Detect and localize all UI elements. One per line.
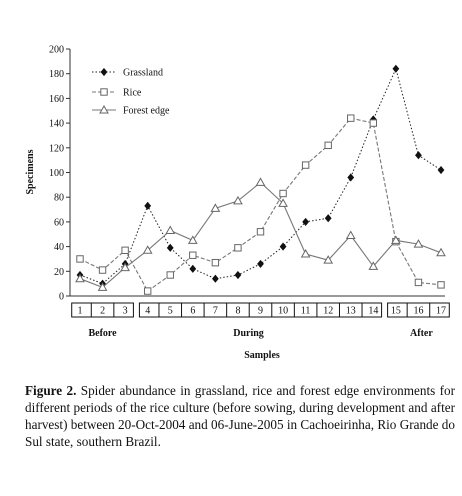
rice-point (438, 282, 444, 288)
rice-point (122, 247, 128, 253)
grassland-point (280, 243, 286, 250)
rice-point (302, 162, 308, 168)
forest-edge-point (189, 236, 197, 243)
sample-label: 6 (190, 305, 196, 317)
y-tick-label: 80 (54, 192, 64, 204)
legend (92, 68, 170, 117)
sample-label: 15 (390, 305, 401, 317)
legend-label-forest-edge: Forest edge (123, 105, 170, 117)
sample-label: 12 (323, 305, 334, 317)
grassland-point (145, 202, 151, 209)
rice-point (212, 259, 218, 265)
rice-point (257, 229, 263, 235)
sample-label: 11 (300, 305, 311, 317)
x-axis-title: Samples (244, 350, 280, 361)
forest-edge-point (121, 264, 129, 271)
period-label-during: During (233, 328, 264, 339)
forest-edge-point (76, 275, 84, 282)
y-tick-label: 180 (49, 69, 64, 81)
sample-label: 14 (368, 305, 379, 317)
rice-point (144, 288, 150, 294)
legend-label-grassland: Grassland (123, 67, 163, 79)
grassland-point (212, 275, 218, 282)
sample-label: 10 (278, 305, 289, 317)
rice-point (415, 279, 421, 285)
caption-text: Spider abundance in grassland, rice and forest edge environments for different periods of the rice culture (before sowing, during development and after harvest) between 20-Oct-2004 and 06-June-2005 in Cachoeirinha, Rio Grande do Sul state, southern Brazil. (25, 383, 455, 449)
y-tick-label: 0 (59, 291, 64, 303)
series-layer (76, 65, 445, 294)
grassland-point (325, 215, 331, 222)
caption-label: Figure 2. (25, 383, 77, 398)
grassland-point (167, 244, 173, 251)
sample-label: 2 (100, 305, 106, 317)
y-tick-label: 200 (49, 44, 64, 56)
axes (49, 45, 445, 303)
rice-point (348, 115, 354, 121)
sample-label: 3 (122, 305, 128, 317)
rice-point (190, 252, 196, 258)
sample-label: 1 (77, 305, 83, 317)
figure-caption (25, 382, 455, 450)
y-tick-label: 60 (54, 217, 64, 229)
grassland-point (438, 166, 444, 173)
sample-label: 16 (413, 305, 424, 317)
grassland-point (190, 265, 196, 272)
rice-point (280, 190, 286, 196)
rice-point (370, 120, 376, 126)
grassland-point (348, 174, 354, 181)
rice-point (77, 256, 83, 262)
forest-edge-point (302, 250, 310, 257)
forest-edge-point (257, 178, 265, 185)
y-tick-label: 100 (49, 168, 64, 179)
y-tick-label: 20 (54, 266, 64, 278)
grassland-point (101, 68, 107, 75)
period-label-after: After (410, 328, 433, 339)
sample-label: 4 (145, 305, 151, 317)
y-tick-label: 140 (49, 118, 64, 130)
sample-label: 8 (235, 305, 241, 317)
y-tick-label: 120 (49, 143, 64, 155)
y-tick-label: 40 (54, 242, 64, 254)
forest-edge-point (347, 231, 355, 238)
sample-label: 17 (436, 305, 446, 317)
grassland-point (393, 65, 399, 72)
sample-label: 7 (212, 305, 218, 317)
y-axis-title: Specimens (25, 149, 36, 195)
sample-label: 5 (167, 305, 173, 317)
sample-label: 9 (258, 305, 263, 317)
grassland-point (235, 271, 241, 278)
sample-boxes (72, 303, 450, 339)
rice-point (235, 245, 241, 251)
rice-point (167, 272, 173, 278)
grassland-point (415, 152, 421, 159)
grassland-point (258, 260, 264, 267)
rice-point (99, 267, 105, 273)
sample-label: 13 (345, 305, 356, 317)
y-tick-label: 160 (49, 93, 64, 105)
legend-label-rice: Rice (123, 87, 142, 99)
rice-point (325, 142, 331, 148)
rice-point (101, 89, 107, 95)
period-label-before: Before (88, 328, 117, 339)
forest-edge-point (166, 227, 174, 234)
